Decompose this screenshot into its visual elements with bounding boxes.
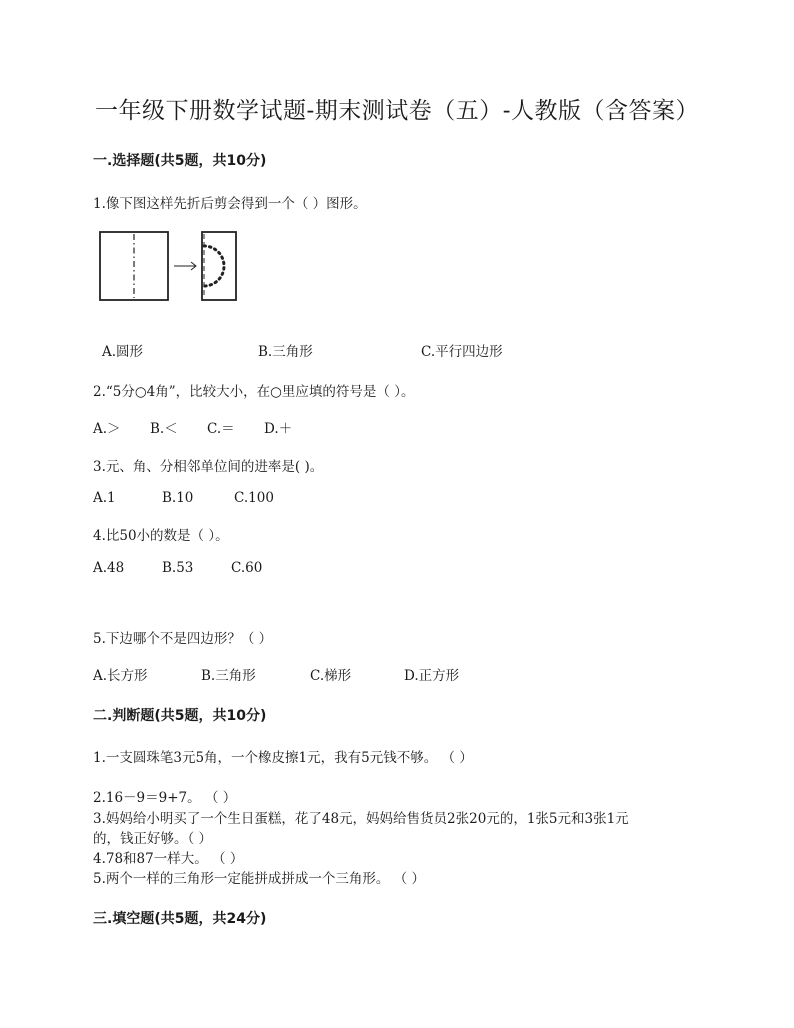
- question-3-option-c: C.100: [234, 490, 274, 506]
- page-title: 一年级下册数学试题-期末测试卷（五）-人教版（含答案）: [94, 98, 700, 124]
- question-1-option-a: A.圆形: [102, 344, 144, 360]
- question-5-option-d: D.正方形: [404, 668, 460, 684]
- question-3-option-a: A.1: [93, 490, 116, 506]
- question-2-option-d: D.＋: [264, 421, 293, 437]
- fold-cut-figure: [96, 228, 242, 304]
- judgement-item-3-line-1: 3.妈妈给小明买了一个生日蛋糕，花了48元，妈妈给售货员2张20元的，1张5元和3张1元: [93, 811, 629, 827]
- question-2-stem: 2.“5分○4角”，比较大小，在○里应填的符号是（ ）。: [93, 384, 415, 400]
- judgement-item-2: 2.16－9＝9+7。 （ ）: [93, 790, 237, 806]
- question-4-option-a: A.48: [93, 560, 125, 576]
- question-1-stem: 1.像下图这样先折后剪会得到一个（ ）图形。: [93, 196, 367, 212]
- question-1-option-b: B.三角形: [258, 344, 313, 360]
- section-heading-judgement: 二.判断题(共5题，共10分): [93, 708, 267, 724]
- question-5-option-c: C.梯形: [310, 668, 352, 684]
- question-2-option-a: A.＞: [93, 421, 121, 437]
- question-4-option-c: C.60: [231, 560, 263, 576]
- judgement-item-5: 5.两个一样的三角形一定能拼成拼成一个三角形。 （ ）: [93, 871, 425, 887]
- judgement-item-4: 4.78和87一样大。 （ ）: [93, 851, 244, 867]
- judgement-item-1: 1.一支圆珠笔3元5角，一个橡皮擦1元，我有5元钱不够。 （ ）: [93, 750, 473, 766]
- cut-arc-dotted: [204, 246, 224, 286]
- question-4-stem: 4.比50小的数是（ ）。: [93, 528, 229, 544]
- question-3-option-b: B.10: [162, 490, 194, 506]
- section-heading-choice: 一.选择题(共5题，共10分): [93, 153, 267, 169]
- question-5-stem: 5.下边哪个不是四边形？（ ）: [93, 631, 273, 647]
- judgement-item-3-line-2: 的，钱正好够。（ ）: [93, 831, 213, 847]
- half-paper-rect: [202, 232, 236, 300]
- question-2-option-c: C.＝: [207, 421, 235, 437]
- question-1-option-c: C.平行四边形: [421, 344, 503, 360]
- section-heading-fill-blank: 三.填空题(共5题，共24分): [93, 911, 267, 927]
- question-5-option-b: B.三角形: [201, 668, 256, 684]
- question-4-option-b: B.53: [162, 560, 194, 576]
- question-2-option-b: B.＜: [150, 421, 178, 437]
- question-5-option-a: A.长方形: [93, 668, 148, 684]
- question-3-stem: 3.元、角、分相邻单位间的进率是( )。: [93, 459, 324, 475]
